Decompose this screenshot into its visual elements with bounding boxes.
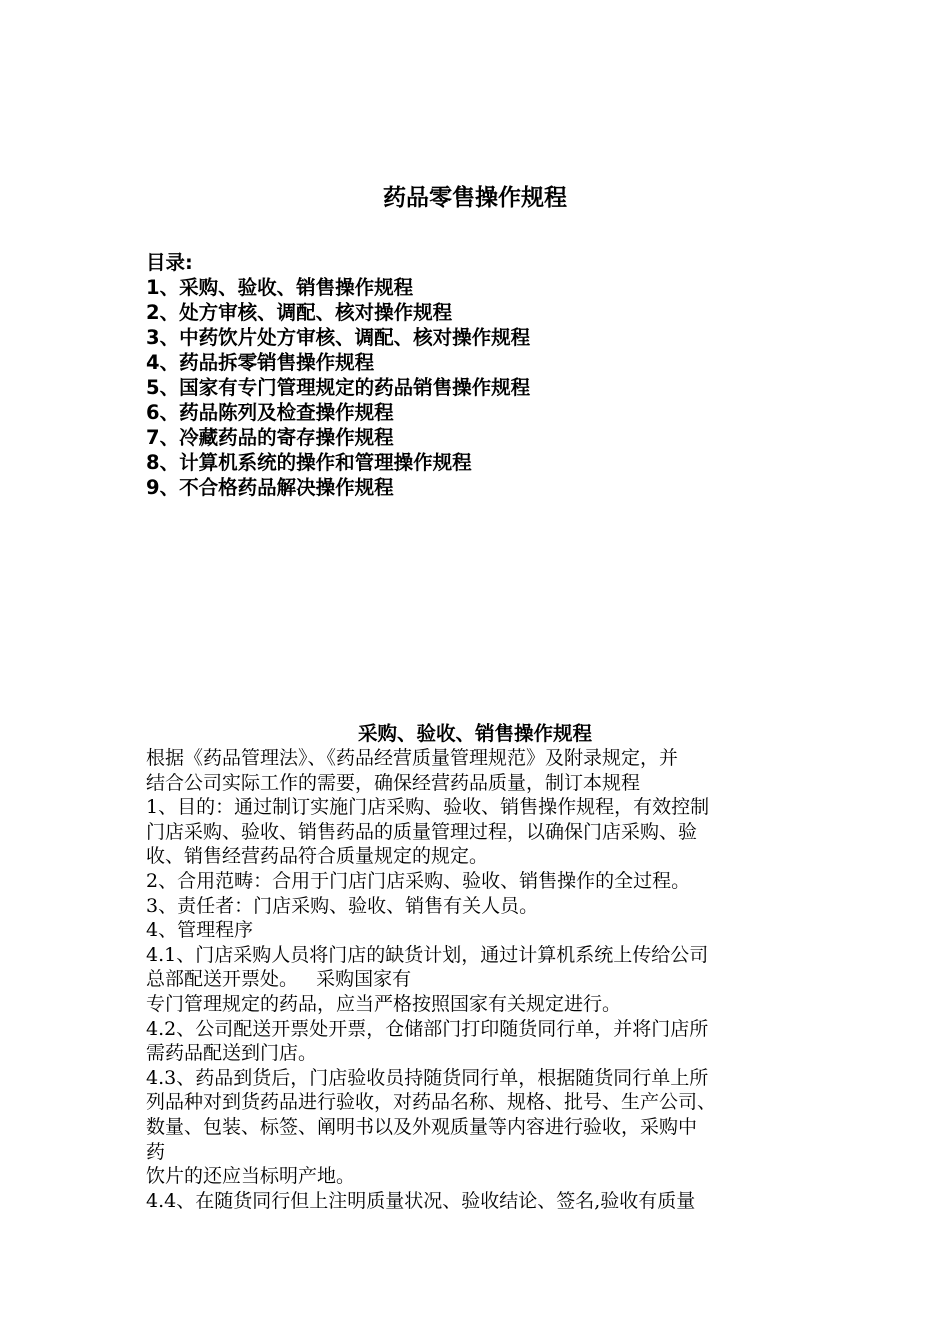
body-line: 数量、包装、标签、阐明书以及外观质量等内容进行验收，采购中: [146, 1115, 698, 1138]
toc-item: 7、冷藏药品的寄存操作规程: [146, 426, 394, 449]
toc-item: 1、采购、验收、销售操作规程: [146, 276, 414, 299]
body-line: 4、管理程序: [146, 919, 254, 942]
body-line: 饮片的还应当标明产地。: [146, 1165, 356, 1188]
body-line: 结合公司实际工作的需要，确保经营药品质量，制订本规程: [146, 771, 641, 794]
toc-item: 9、不合格药品解决操作规程: [146, 476, 394, 499]
toc-heading: 目录:: [146, 251, 193, 274]
document-title: 药品零售操作规程: [383, 185, 567, 211]
toc-item: 8、计算机系统的操作和管理操作规程: [146, 451, 472, 474]
body-line: 4.4、在随货同行但上注明质量状况、验收结论、签名,验收有质量: [146, 1189, 696, 1212]
body-line: 根据《药品管理法》、《药品经营质量管理规范》及附录规定，并: [146, 747, 679, 769]
body-line: 药: [146, 1140, 166, 1163]
section-body: [146, 746, 826, 1213]
body-line: 4.2、公司配送开票处开票，仓储部门打印随货同行单，并将门店所: [146, 1017, 709, 1040]
body-line: 2、合用范畴：合用于门店门店采购、验收、销售操作的全过程。: [146, 869, 691, 892]
body-line: 门店采购、验收、销售药品的质量管理过程，以确保门店采购、验: [146, 820, 698, 843]
toc-item: 5、国家有专门管理规定的药品销售操作规程: [146, 376, 531, 399]
body-line: 4.3、药品到货后，门店验收员持随货同行单，根据随货同行单上所: [146, 1066, 709, 1089]
body-line: 列品种对到货药品进行验收，对药品名称、规格、批号、生产公司、: [146, 1091, 717, 1114]
toc-item: 2、处方审核、调配、核对操作规程: [146, 301, 453, 324]
body-line: 3、责任者：门店采购、验收、销售有关人员。: [146, 894, 539, 917]
toc-item: 4、药品拆零销售操作规程: [146, 351, 375, 374]
body-line: 收、销售经营药品符合质量规定的规定。: [146, 845, 489, 868]
toc-item: 3、中药饮片处方审核、调配、核对操作规程: [146, 326, 531, 349]
toc-item: 6、药品陈列及检查操作规程: [146, 401, 394, 424]
body-line: 1、目的：通过制订实施门店采购、验收、销售操作规程，有效控制: [146, 796, 710, 819]
section-title: 采购、验收、销售操作规程: [357, 722, 592, 745]
body-line: 专门管理规定的药品，应当严格按照国家有关规定进行。: [146, 992, 622, 1015]
table-of-contents: [146, 250, 846, 500]
body-line: 需药品配送到门店。: [146, 1042, 318, 1065]
body-line: 总部配送开票处。 采购国家有: [146, 968, 412, 991]
body-line: 4.1、门店采购人员将门店的缺货计划，通过计算机系统上传给公司: [146, 943, 709, 966]
